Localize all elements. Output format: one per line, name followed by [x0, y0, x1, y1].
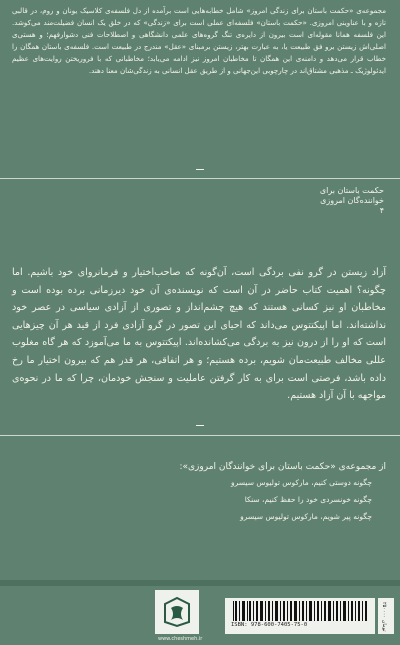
short-divider	[196, 169, 204, 170]
section-divider	[0, 178, 400, 179]
isbn-text: ISBN: 978-600-7405-75-0	[231, 622, 308, 628]
series-number: ۴	[379, 206, 384, 215]
publisher-website: www.cheshmeh.ir	[158, 636, 203, 642]
cover-footer	[0, 580, 400, 645]
series-title-item: چگونه خونسردی خود را حفظ کنیم، سنکا	[244, 495, 372, 504]
series-label	[12, 186, 384, 216]
series-other-titles	[60, 460, 386, 525]
barcode-area	[225, 598, 375, 634]
series-title-item: چگونه پیر شویم، مارکوس تولیوس سیسرو	[240, 512, 372, 521]
publisher-logo-icon	[159, 594, 195, 630]
main-paragraph: آزاد زیستن در گرو نفی بردگی است، آن‌گونه که صاحب‌اختیار و فرمانروای خود باشیم. اما چگونه؟ اهمیت کتاب حاضر در آن است که نویسنده‌ی آن خود دیرزمانی برده بوده است و مخاطبان او نیز کسانی هستند که هیچ چشم‌انداز و تصوری از آزادی سیاسی در عصر خود نداشته‌اند. اما اپیکتتوس می‌داند که احیای این تصور در گرو آزادی فرد از قید هر آن چیزهایی است که او را از درون نیز به بردگی می‌کشانده‌اند. اپیکتتوس به ما می‌آموزد که هر گاه مغلوب عللی مخالف طبیعت‌مان شویم، برده هستیم؛ و هر اتفاقی، هر قدر هم که بیرون اختیار ما رخ داده باشد، فرصتی است برای به کار گرفتن عاملیت و سنجش خودمان، چرا که ما در نحوه‌ی مواجهه با آن آزاد هستیم.	[12, 267, 386, 402]
series-titles-heading: از مجموعه‌ی «حکمت باستان برای خوانندگان امروزی»:	[179, 462, 386, 472]
short-divider	[196, 425, 204, 426]
intro-paragraph: مجموعه‌ی «حکمت باستان برای زندگی امروز» شامل خطابه‌هایی است برآمده از دل فلسفه‌ی کلاسیک یونان و روم، در قالبی تازه و با عناوینی امروزی. «حکمت باستان» فلسفه‌ای عملی است برای «زندگی» که در خلق یک انسان فضیلت‌مند می‌کوشد. این فلسفه همانا مقوله‌ای است بیرون از دایره‌ی تنگ گروه‌های علمی دانشگاهی و اصطلاحات فنی دشوارفهم؛ و هستی‌ی اصلی‌اش زیستن برو فق طبیعت یا، به عبارت بهتر، زیستن برمبنای «عقل» مندرج در طبیعت است. فلسفه‌ی باستان همگان را خطاب قرار می‌دهد و دامنه‌ی این همگان تا مخاطبان امروز نیز ادامه می‌یابد؛ مخاطبانی که با فروریختن روایت‌های عظیم ایدئولوژیک ـ مذهبی مشتاق‌اند در چارچوبی این‌جهانی و از طریق عقل انسانی به زندگی‌شان معنا دهند.	[12, 6, 386, 76]
series-line-1: حکمت باستان برای	[319, 186, 384, 195]
barcode-icon	[231, 601, 369, 621]
series-title-item: چگونه دوستی کنیم، مارکوس تولیوس سیسرو	[230, 478, 372, 487]
footer-strip	[0, 580, 400, 586]
publisher-logo	[155, 590, 199, 634]
section-divider	[0, 435, 400, 436]
price-area	[378, 598, 394, 634]
series-line-2: خواننده‌گان امروزی	[320, 196, 384, 205]
price-text: ۲۵۰۰۰۰ تومان	[381, 602, 387, 632]
